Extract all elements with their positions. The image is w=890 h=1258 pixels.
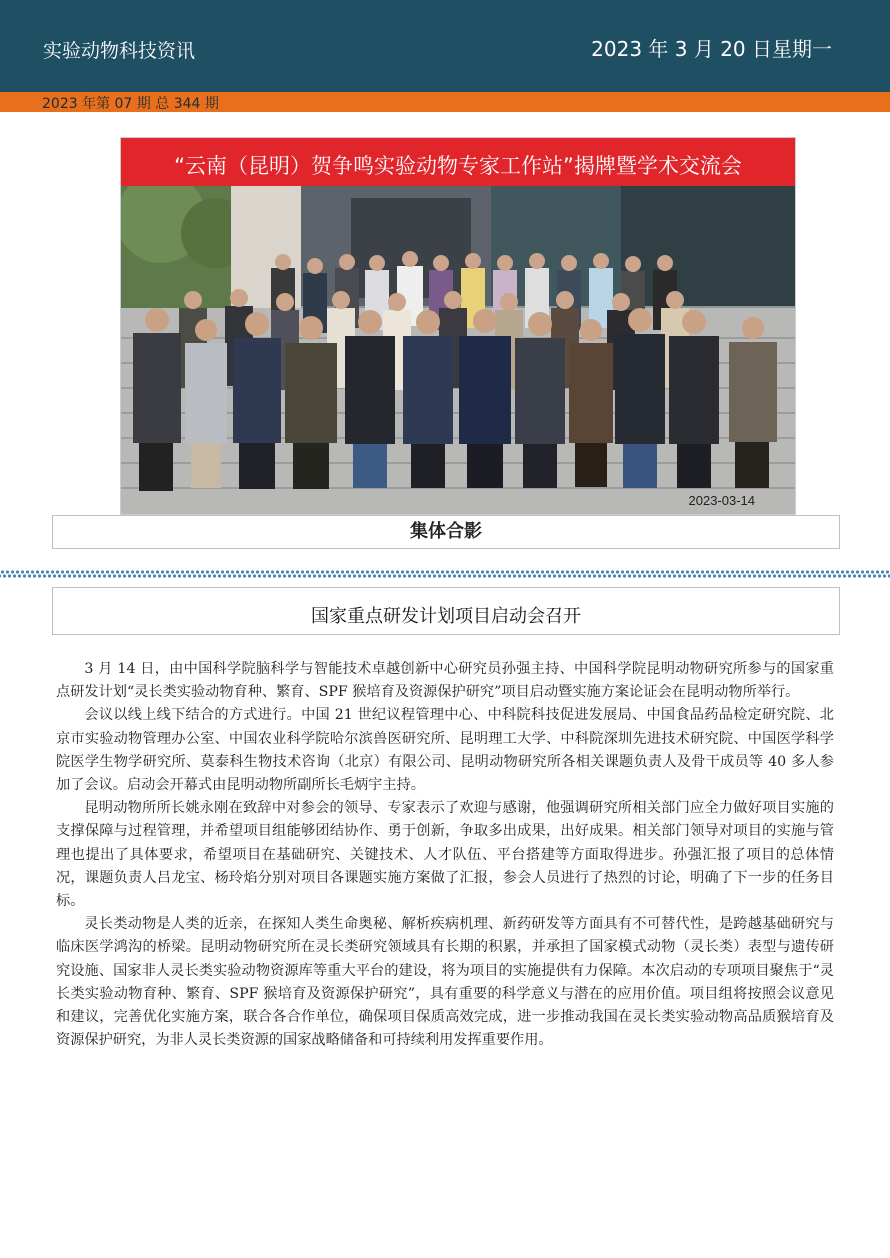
publication-date: 2023 年 3 月 20 日星期一 [591, 37, 832, 61]
publication-title: 实验动物科技资讯 [43, 40, 196, 62]
dotted-divider [0, 570, 890, 578]
event-banner [121, 138, 795, 186]
group-photo [120, 137, 796, 515]
photo-date-stamp: 2023-03-14 [688, 493, 755, 508]
article-body [56, 658, 834, 1052]
article-headline-box [52, 587, 840, 635]
article-headline: 国家重点研发计划项目启动会召开 [311, 606, 581, 627]
article-paragraph: 灵长类动物是人类的近亲，在探知人类生命奥秘、解析疾病机理、新药研发等方面具有不可替代性，是跨越基础研究与临床医学鸿沟的桥梁。昆明动物研究所在灵长类研究领域具有长期的积累，并承担了国家模式动物（灵长类）表型与遗传研究设施、国家非人灵长类实验动物资源库等重大平台的建设，将为项目的实施提供有力保障。本次启动的专项项目聚焦于“灵长类实验动物育种、繁育、SPF 猴培育及资源保护研究”，具有重要的科学意义与潜在的应用价值。项目组将按照会议意见和建议，完善优化实施方案，联合各合作单位，确保项目保质高效完成，进一步推动我国在灵长类实验动物高品质猴培育及资源保护研究，为非人灵长类资源的国家战略储备和可持续利用发挥重要作用。 [56, 916, 834, 1049]
issue-number: 2023 年第 07 期 总 344 期 [42, 96, 219, 112]
article-paragraph: 3 月 14 日，由中国科学院脑科学与智能技术卓越创新中心研究员孙强主持、中国科学院昆明动物研究所参与的国家重点研发计划“灵长类实验动物育种、繁育、SPF 猴培育及资源保护研究”项目启动暨实施方案论证会在昆明动物所举行。 [56, 661, 834, 701]
photo-caption: 集体合影 [410, 521, 482, 542]
photo-caption-box [52, 515, 840, 549]
article-paragraph: 会议以线上线下结合的方式进行。中国 21 世纪议程管理中心、中科院科技促进发展局、中国食品药品检定研究院、北京市实验动物管理办公室、中国农业科学院哈尔滨兽医研究所、昆明理工大学、中科院深圳先进技术研究院、中国医学科学院医学生物学研究所、莫泰科生物技术咨询（北京）有限公司、昆明动物研究所各相关课题负责人及骨干成员等 40 多人参加了会议。启动会开幕式由昆明动物所副所长毛炳宇主持。 [56, 707, 834, 794]
group-photo-image [121, 138, 795, 514]
issue-bar [0, 92, 890, 112]
article-paragraph: 昆明动物所所长姚永刚在致辞中对参会的领导、专家表示了欢迎与感谢，他强调研究所相关部门应全力做好项目实施的支撑保障与过程管理，并希望项目组能够团结协作、勇于创新，争取多出成果，出好成果。相关部门领导对项目的实施与管理也提出了具体要求，希望项目在基础研究、关键技术、人才队伍、平台搭建等方面取得进步。孙强汇报了项目的总体情况，课题负责人吕龙宝、杨玲焰分别对项目各课题实施方案做了汇报，参会人员进行了热烈的讨论，明确了下一步的任务目标。 [56, 800, 834, 910]
masthead [0, 0, 890, 92]
event-banner-text: “云南（昆明）贺争鸣实验动物专家工作站”揭牌暨学术交流会 [174, 154, 742, 178]
